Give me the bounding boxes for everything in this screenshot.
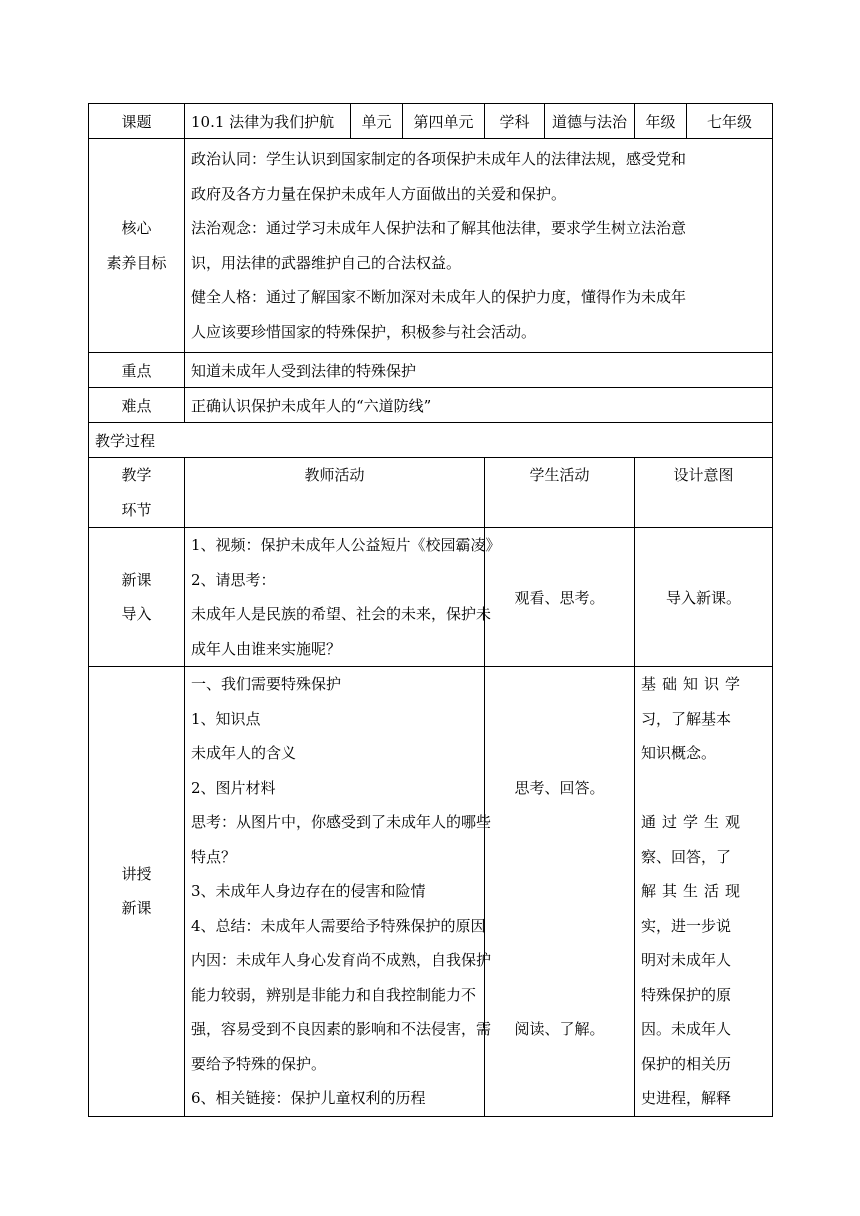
intro-row [89, 528, 773, 667]
lecture-teacher-line-10: 能力较弱，辨别是非能力和自我控制能力不 [191, 985, 477, 1004]
lecture-intent-b-9: 史进程，解释 [641, 1089, 732, 1107]
goals-line-2: 政府及各方力量在保护未成年人方面做出的关爱和保护。 [191, 184, 567, 203]
grade-label: 年级 [635, 104, 687, 139]
intro-stage [89, 528, 185, 667]
lecture-student-activity-1: 思考、回答。 [514, 778, 605, 797]
goals-line-3: 法治观念：通过学习未成年人保护法和了解其他法律，要求学生树立法治意 [191, 219, 687, 237]
key-point-row [89, 353, 773, 388]
topic-label: 课题 [89, 104, 185, 139]
lecture-intent-b-8: 保护的相关历 [641, 1054, 732, 1073]
goals-text [185, 139, 773, 353]
process-title: 教学过程 [89, 423, 773, 458]
goals-label-line1: 核心 [121, 219, 152, 237]
student-column-header: 学生活动 [485, 458, 635, 528]
intro-teacher-line-3: 未成年人是民族的希望、社会的未来，保护未 [191, 605, 492, 623]
intro-teacher-line-4: 成年人由谁来实施呢？ [191, 639, 342, 658]
stage-header-line2: 环节 [121, 500, 152, 519]
lecture-stage-line2: 新课 [121, 899, 152, 918]
key-point-value: 知道未成年人受到法律的特殊保护 [185, 353, 773, 388]
lecture-teacher-line-5: 思考：从图片中，你感受到了未成年人的哪些 [191, 813, 492, 831]
lecture-teacher-line-8: 4、总结：未成年人需要给予特殊保护的原因 [191, 916, 486, 935]
lecture-intent-b-1: 通过学生观 [641, 813, 747, 831]
lecture-teacher-line-1: 一、我们需要特殊保护 [191, 675, 342, 693]
lecture-teacher-line-11: 强，容易受到不良因素的影响和不法侵害，需 [191, 1020, 492, 1038]
unit-label: 单元 [351, 104, 403, 139]
intro-stage-line2: 导入 [121, 605, 152, 623]
lecture-teacher-line-4: 2、图片材料 [191, 778, 276, 797]
lecture-teacher-activity [185, 667, 492, 1117]
stage-header-line1: 教学 [121, 466, 152, 484]
goals-label-line2: 素养目标 [106, 253, 167, 272]
lecture-student-activity-2: 阅读、了解。 [514, 1020, 605, 1038]
goals-label [89, 139, 185, 353]
intro-teacher-line-2: 2、请思考： [191, 570, 276, 589]
lecture-teacher-line-13: 6、相关链接：保护儿童权利的历程 [191, 1089, 426, 1107]
lecture-intent-a-3: 知识概念。 [641, 744, 717, 762]
difficulty-row [89, 388, 773, 423]
intent-column-header: 设计意图 [635, 458, 773, 528]
goals-line-5: 健全人格：通过了解国家不断加深对未成年人的保护力度，懂得作为未成年 [191, 288, 687, 306]
unit-value: 第四单元 [403, 104, 485, 139]
header-row [89, 104, 773, 139]
lecture-student-activity [485, 667, 635, 1117]
lecture-intent-b-7: 因。未成年人 [641, 1020, 732, 1038]
difficulty-value: 正确认识保护未成年人的“六道防线” [185, 388, 773, 423]
lecture-teacher-line-2: 1、知识点 [191, 709, 261, 728]
subject-value: 道德与法治 [545, 104, 635, 139]
lecture-stage-line1: 讲授 [121, 864, 152, 883]
teacher-column-header: 教师活动 [185, 458, 485, 528]
key-point-label: 重点 [89, 353, 185, 388]
lecture-intent-b-5: 明对未成年人 [641, 951, 732, 969]
lecture-intent-b-6: 特殊保护的原 [641, 985, 732, 1004]
stage-column-header [89, 458, 185, 528]
goals-line-4: 识，用法律的武器维护自己的合法权益。 [191, 253, 462, 272]
intro-stage-line1: 新课 [121, 570, 152, 589]
column-header-row [89, 458, 773, 528]
lecture-teacher-line-6: 特点？ [191, 847, 237, 866]
intro-design-intent: 导入新课。 [635, 528, 773, 667]
lecture-design-intent [635, 667, 773, 1117]
lecture-intent-b-4: 实，进一步说 [641, 916, 732, 935]
subject-label: 学科 [485, 104, 545, 139]
goals-line-1: 政治认同：学生认识到国家制定的各项保护未成年人的法律法规，感受党和 [191, 150, 687, 168]
lecture-stage [89, 667, 185, 1117]
lesson-plan-table [88, 103, 773, 1117]
difficulty-label: 难点 [89, 388, 185, 423]
intro-student-activity: 观看、思考。 [485, 528, 635, 667]
lecture-intent-a-2: 习，了解基本 [641, 709, 732, 728]
lecture-intent-b-2: 察、回答，了 [641, 847, 732, 866]
grade-value: 七年级 [687, 104, 773, 139]
process-title-row [89, 423, 773, 458]
lecture-row [89, 667, 773, 1117]
intro-teacher-activity [185, 528, 501, 667]
intro-teacher-line-1: 1、视频：保护未成年人公益短片《校园霸凌》 [191, 536, 501, 554]
goals-line-6: 人应该要珍惜国家的特殊保护，积极参与社会活动。 [191, 322, 537, 341]
lecture-teacher-line-7: 3、未成年人身边存在的侵害和险情 [191, 882, 426, 900]
lecture-teacher-line-3: 未成年人的含义 [191, 744, 297, 762]
lecture-intent-a-1: 基础知识学 [641, 675, 747, 693]
lecture-teacher-line-9: 内因：未成年人身心发育尚不成熟，自我保护 [191, 951, 492, 969]
topic-value: 10.1 法律为我们护航 [185, 104, 351, 139]
goals-row [89, 139, 773, 353]
lecture-intent-b-3: 解其生活现 [641, 882, 747, 900]
lecture-teacher-line-12: 要给予特殊的保护。 [191, 1054, 327, 1073]
